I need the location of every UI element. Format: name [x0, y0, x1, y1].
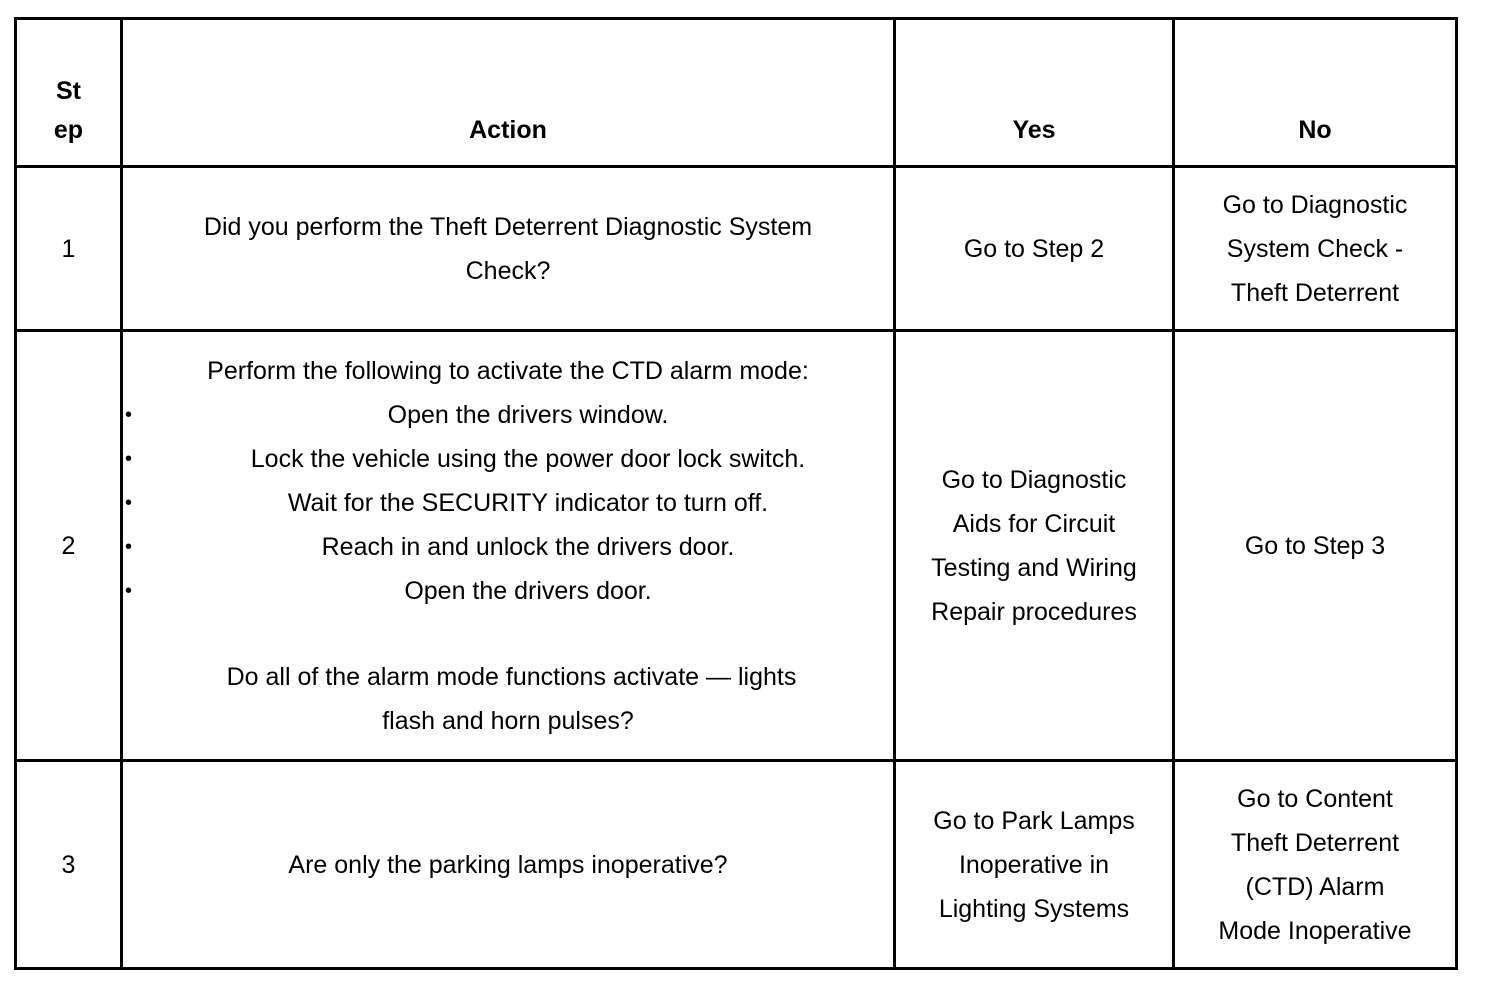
step-number: 2: [16, 331, 122, 761]
yes-line: Repair procedures: [931, 597, 1137, 626]
no-line: (CTD) Alarm: [1245, 872, 1385, 901]
action-line: Check?: [465, 256, 551, 285]
no-cell: [1174, 331, 1457, 761]
no-line: Go to Content: [1237, 784, 1393, 813]
bullet-icon: •: [125, 491, 133, 514]
yes-cell: [895, 167, 1174, 331]
list-item-text: Reach in and unlock the drivers door.: [321, 532, 735, 561]
no-line: Theft Deterrent: [1230, 828, 1400, 857]
action-question-line: Do all of the alarm mode functions activate — lights: [219, 662, 797, 691]
yes-cell: [895, 331, 1174, 761]
no-line: Theft Deterrent: [1230, 278, 1400, 307]
list-item: [123, 437, 893, 481]
action-question-line: flash and horn pulses?: [382, 706, 634, 735]
header-row: [16, 19, 1457, 167]
list-item-text: Wait for the SECURITY indicator to turn off.: [287, 488, 769, 517]
table-row: [16, 331, 1457, 761]
yes-cell: [895, 761, 1174, 969]
action-cell: [122, 167, 895, 331]
action-bullet-list: [123, 393, 893, 613]
table-row: [16, 761, 1457, 969]
bullet-icon: •: [125, 403, 133, 426]
yes-line: Go to Diagnostic: [941, 465, 1127, 494]
list-item: [123, 525, 893, 569]
bullet-icon: •: [125, 447, 133, 470]
action-intro: Perform the following to activate the CTD alarm mode:: [207, 356, 809, 385]
list-item: [123, 393, 893, 437]
yes-line: Lighting Systems: [938, 894, 1130, 923]
action-line: Are only the parking lamps inoperative?: [288, 850, 728, 879]
bullet-icon: •: [125, 579, 133, 602]
diagnostic-table: [14, 17, 1458, 970]
header-no: No: [1174, 19, 1457, 167]
no-cell: [1174, 761, 1457, 969]
yes-line: Inoperative in: [958, 850, 1110, 879]
list-item-text: Lock the vehicle using the power door lock switch.: [250, 444, 806, 473]
yes-line: Aids for Circuit: [952, 509, 1116, 538]
no-line: System Check -: [1226, 234, 1404, 263]
spacer: [123, 613, 893, 655]
header-step-line2: ep: [53, 116, 84, 144]
header-yes: Yes: [895, 19, 1174, 167]
yes-line: Testing and Wiring: [931, 553, 1137, 582]
no-line: Go to Diagnostic: [1222, 190, 1408, 219]
no-line: Mode Inoperative: [1218, 916, 1412, 945]
action-cell: [122, 761, 895, 969]
no-cell: [1174, 167, 1457, 331]
action-line: Did you perform the Theft Deterrent Diagnostic System: [203, 212, 813, 241]
table-row: [16, 167, 1457, 331]
bullet-icon: •: [125, 535, 133, 558]
step-number: 1: [16, 167, 122, 331]
yes-line: Go to Step 2: [963, 234, 1105, 263]
header-step: [16, 19, 122, 167]
no-line: Go to Step 3: [1244, 531, 1386, 560]
step-number: 3: [16, 761, 122, 969]
action-cell: [122, 331, 895, 761]
list-item: [123, 569, 893, 613]
header-step-line1: St: [56, 77, 81, 105]
header-action: Action: [122, 19, 895, 167]
yes-line: Go to Park Lamps: [933, 806, 1135, 835]
list-item-text: Open the drivers door.: [404, 576, 652, 605]
list-item-text: Open the drivers window.: [387, 400, 669, 429]
list-item: [123, 481, 893, 525]
